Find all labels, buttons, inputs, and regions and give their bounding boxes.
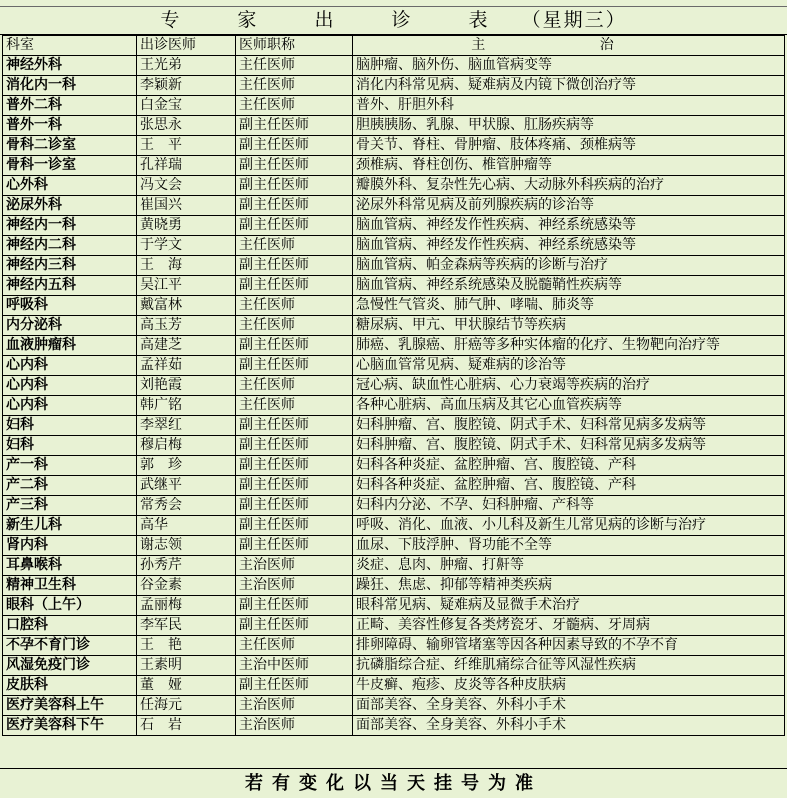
doctor-title-cell: 主任医师 — [236, 376, 353, 396]
doctor-cell: 任海元 — [137, 696, 236, 716]
department-cell: 泌尿外科 — [3, 196, 137, 216]
doctor-title-cell: 副主任医师 — [236, 276, 353, 296]
header-title: 医师职称 — [236, 36, 353, 56]
doctor-cell: 戴富林 — [137, 296, 236, 316]
specialty-cell: 脑血管病、神经发作性疾病、神经系统感染等 — [353, 236, 785, 256]
table-row — [3, 416, 785, 436]
header-dept: 科室 — [3, 36, 137, 56]
header-doctor: 出诊医师 — [137, 36, 236, 56]
department-cell: 产三科 — [3, 496, 137, 516]
doctor-cell: 谷金素 — [137, 576, 236, 596]
department-cell: 口腔科 — [3, 616, 137, 636]
table-row — [3, 456, 785, 476]
specialty-cell: 躁狂、焦虑、抑郁等精神类疾病 — [353, 576, 785, 596]
department-cell: 普外一科 — [3, 116, 137, 136]
table-row — [3, 56, 785, 76]
doctor-cell: 高华 — [137, 516, 236, 536]
department-cell: 妇科 — [3, 416, 137, 436]
table-row — [3, 216, 785, 236]
doctor-cell: 韩广铭 — [137, 396, 236, 416]
specialty-cell: 骨关节、脊柱、骨肿瘤、肢体疼痛、颈椎病等 — [353, 136, 785, 156]
table-row — [3, 96, 785, 116]
department-cell: 产一科 — [3, 456, 137, 476]
table-row — [3, 176, 785, 196]
doctor-cell: 谢志领 — [137, 536, 236, 556]
department-cell: 不孕不育门诊 — [3, 636, 137, 656]
doctor-cell: 崔国兴 — [137, 196, 236, 216]
doctor-cell: 李军民 — [137, 616, 236, 636]
department-cell: 产二科 — [3, 476, 137, 496]
doctor-title-cell: 副主任医师 — [236, 516, 353, 536]
specialty-cell: 心脑血管常见病、疑难病的诊治等 — [353, 356, 785, 376]
specialty-cell: 血尿、下肢浮肿、肾功能不全等 — [353, 536, 785, 556]
table-row — [3, 336, 785, 356]
doctor-cell: 武继平 — [137, 476, 236, 496]
specialty-cell: 各种心脏病、高血压病及其它心血管疾病等 — [353, 396, 785, 416]
doctor-cell: 李颖新 — [137, 76, 236, 96]
table-row — [3, 476, 785, 496]
specialty-cell: 炎症、息肉、肿瘤、打鼾等 — [353, 556, 785, 576]
department-cell: 医疗美容科上午 — [3, 696, 137, 716]
doctor-cell: 郭 珍 — [137, 456, 236, 476]
header-specialty: 主 治 — [353, 36, 785, 56]
table-row — [3, 496, 785, 516]
doctor-title-cell: 主治医师 — [236, 696, 353, 716]
specialty-cell: 瓣膜外科、复杂性先心病、大动脉外科疾病的治疗 — [353, 176, 785, 196]
doctor-cell: 孔祥瑞 — [137, 156, 236, 176]
doctor-title-cell: 主任医师 — [236, 76, 353, 96]
doctor-cell: 黄晓勇 — [137, 216, 236, 236]
specialty-cell: 妇科内分泌、不孕、妇科肿瘤、产科等 — [353, 496, 785, 516]
department-cell: 精神卫生科 — [3, 576, 137, 596]
doctor-title-cell: 副主任医师 — [236, 596, 353, 616]
specialty-cell: 脑血管病、帕金森病等疾病的诊断与治疗 — [353, 256, 785, 276]
doctor-cell: 王 艳 — [137, 636, 236, 656]
footer-note: 若有变化以当天挂号为准 — [0, 768, 787, 798]
table-row — [3, 196, 785, 216]
doctor-cell: 刘艳霞 — [137, 376, 236, 396]
department-cell: 神经内一科 — [3, 216, 137, 236]
table-row — [3, 556, 785, 576]
doctor-title-cell: 副主任医师 — [236, 416, 353, 436]
top-border — [0, 0, 787, 7]
doctor-title-cell: 副主任医师 — [236, 336, 353, 356]
doctor-title-cell: 副主任医师 — [236, 196, 353, 216]
doctor-title-cell: 副主任医师 — [236, 136, 353, 156]
doctor-cell: 常秀会 — [137, 496, 236, 516]
specialty-cell: 妇科各种炎症、盆腔肿瘤、宫、腹腔镜、产科 — [353, 476, 785, 496]
table-row — [3, 236, 785, 256]
doctor-cell: 李翠红 — [137, 416, 236, 436]
doctor-title-cell: 主任医师 — [236, 636, 353, 656]
doctor-cell: 石 岩 — [137, 716, 236, 736]
specialty-cell: 妇科肿瘤、宫、腹腔镜、阴式手术、妇科常见病多发病等 — [353, 436, 785, 456]
department-cell: 神经内二科 — [3, 236, 137, 256]
specialty-cell: 牛皮癣、疱疹、皮炎等各种皮肤病 — [353, 676, 785, 696]
table-row — [3, 356, 785, 376]
department-cell: 消化内一科 — [3, 76, 137, 96]
doctor-title-cell: 副主任医师 — [236, 536, 353, 556]
department-cell: 心内科 — [3, 376, 137, 396]
department-cell: 骨科一诊室 — [3, 156, 137, 176]
doctor-cell: 董 娅 — [137, 676, 236, 696]
doctor-cell: 王 平 — [137, 136, 236, 156]
specialty-cell: 糖尿病、甲亢、甲状腺结节等疾病 — [353, 316, 785, 336]
specialty-cell: 冠心病、缺血性心脏病、心力衰竭等疾病的治疗 — [353, 376, 785, 396]
doctor-cell: 冯文会 — [137, 176, 236, 196]
specialty-cell: 颈椎病、脊柱创伤、椎管肿瘤等 — [353, 156, 785, 176]
specialty-cell: 呼吸、消化、血液、小儿科及新生儿常见病的诊断与治疗 — [353, 516, 785, 536]
department-cell: 妇科 — [3, 436, 137, 456]
doctor-title-cell: 主治医师 — [236, 716, 353, 736]
specialty-cell: 正畸、美容性修复各类烤瓷牙、牙髓病、牙周病 — [353, 616, 785, 636]
doctor-cell: 孙秀芹 — [137, 556, 236, 576]
specialty-cell: 胆胰胰肠、乳腺、甲状腺、肛肠疾病等 — [353, 116, 785, 136]
doctor-title-cell: 副主任医师 — [236, 116, 353, 136]
doctor-cell: 高玉芳 — [137, 316, 236, 336]
specialty-cell: 妇科肿瘤、宫、腹腔镜、阴式手术、妇科常见病多发病等 — [353, 416, 785, 436]
doctor-cell: 高建芝 — [137, 336, 236, 356]
doctor-cell: 王光弟 — [137, 56, 236, 76]
table-row — [3, 616, 785, 636]
doctor-cell: 于学文 — [137, 236, 236, 256]
specialty-cell: 抗磷脂综合症、纤维肌痛综合征等风湿性疾病 — [353, 656, 785, 676]
department-cell: 血液肿瘤科 — [3, 336, 137, 356]
page-title — [0, 7, 787, 35]
schedule-table — [2, 35, 785, 736]
specialty-cell: 普外、肝胆外科 — [353, 96, 785, 116]
specialty-cell: 脑肿瘤、脑外伤、脑血管病变等 — [353, 56, 785, 76]
doctor-cell: 王素明 — [137, 656, 236, 676]
doctor-title-cell: 主任医师 — [236, 56, 353, 76]
table-row — [3, 716, 785, 736]
department-cell: 呼吸科 — [3, 296, 137, 316]
specialty-cell: 眼科常见病、疑难病及显微手术治疗 — [353, 596, 785, 616]
department-cell: 神经外科 — [3, 56, 137, 76]
title-day: （星期三） — [521, 9, 627, 31]
doctor-title-cell: 副主任医师 — [236, 216, 353, 236]
table-row — [3, 396, 785, 416]
table-body — [3, 56, 785, 736]
doctor-title-cell: 副主任医师 — [236, 436, 353, 456]
doctor-title-cell: 副主任医师 — [236, 156, 353, 176]
table-row — [3, 436, 785, 456]
department-cell: 心内科 — [3, 356, 137, 376]
doctor-cell: 王 海 — [137, 256, 236, 276]
table-row — [3, 596, 785, 616]
department-cell: 普外二科 — [3, 96, 137, 116]
department-cell: 神经内三科 — [3, 256, 137, 276]
table-row — [3, 676, 785, 696]
doctor-title-cell: 主治中医师 — [236, 656, 353, 676]
doctor-title-cell: 副主任医师 — [236, 176, 353, 196]
department-cell: 神经内五科 — [3, 276, 137, 296]
doctor-cell: 张思永 — [137, 116, 236, 136]
department-cell: 骨科二诊室 — [3, 136, 137, 156]
table-row — [3, 116, 785, 136]
table-row — [3, 696, 785, 716]
specialty-cell: 消化内科常见病、疑难病及内镜下微创治疗等 — [353, 76, 785, 96]
table-row — [3, 156, 785, 176]
table-row — [3, 136, 785, 156]
doctor-title-cell: 主治医师 — [236, 576, 353, 596]
department-cell: 眼科（上午） — [3, 596, 137, 616]
specialty-cell: 泌尿外科常见病及前列腺疾病的诊治等 — [353, 196, 785, 216]
specialty-cell: 排卵障碍、输卵管堵塞等因各种因素导致的不孕不育 — [353, 636, 785, 656]
doctor-title-cell: 副主任医师 — [236, 256, 353, 276]
doctor-title-cell: 副主任医师 — [236, 496, 353, 516]
doctor-cell: 穆启梅 — [137, 436, 236, 456]
table-row — [3, 376, 785, 396]
doctor-title-cell: 副主任医师 — [236, 456, 353, 476]
department-cell: 皮肤科 — [3, 676, 137, 696]
specialty-cell: 面部美容、全身美容、外科小手术 — [353, 716, 785, 736]
department-cell: 耳鼻喉科 — [3, 556, 137, 576]
department-cell: 心内科 — [3, 396, 137, 416]
doctor-title-cell: 主任医师 — [236, 396, 353, 416]
doctor-title-cell: 副主任医师 — [236, 616, 353, 636]
doctor-title-cell: 主治医师 — [236, 556, 353, 576]
doctor-title-cell: 副主任医师 — [236, 476, 353, 496]
doctor-title-cell: 副主任医师 — [236, 356, 353, 376]
specialty-cell: 脑血管病、神经发作性疾病、神经系统感染等 — [353, 216, 785, 236]
table-row — [3, 516, 785, 536]
table-row — [3, 256, 785, 276]
table-row — [3, 576, 785, 596]
table-row — [3, 296, 785, 316]
doctor-cell: 孟祥茹 — [137, 356, 236, 376]
title-main: 专 家 出 诊 表 — [160, 9, 514, 31]
doctor-cell: 孟丽梅 — [137, 596, 236, 616]
specialty-cell: 脑血管病、神经系统感染及脱髓鞘性疾病等 — [353, 276, 785, 296]
table-row — [3, 636, 785, 656]
department-cell: 肾内科 — [3, 536, 137, 556]
specialty-cell: 肺癌、乳腺癌、肝癌等多种实体瘤的化疗、生物靶向治疗等 — [353, 336, 785, 356]
table-row — [3, 536, 785, 556]
table-row — [3, 656, 785, 676]
table-row — [3, 276, 785, 296]
specialty-cell: 妇科各种炎症、盆腔肿瘤、宫、腹腔镜、产科 — [353, 456, 785, 476]
doctor-title-cell: 主任医师 — [236, 236, 353, 256]
doctor-cell: 白金宝 — [137, 96, 236, 116]
department-cell: 医疗美容科下午 — [3, 716, 137, 736]
department-cell: 风湿免疫门诊 — [3, 656, 137, 676]
doctor-title-cell: 主任医师 — [236, 316, 353, 336]
header-row — [3, 36, 785, 56]
doctor-title-cell: 主任医师 — [236, 96, 353, 116]
doctor-title-cell: 主任医师 — [236, 296, 353, 316]
specialty-cell: 急慢性气管炎、肺气肿、哮喘、肺炎等 — [353, 296, 785, 316]
doctor-cell: 吴江平 — [137, 276, 236, 296]
table-row — [3, 316, 785, 336]
table-row — [3, 76, 785, 96]
department-cell: 内分泌科 — [3, 316, 137, 336]
department-cell: 心外科 — [3, 176, 137, 196]
specialty-cell: 面部美容、全身美容、外科小手术 — [353, 696, 785, 716]
department-cell: 新生儿科 — [3, 516, 137, 536]
doctor-title-cell: 副主任医师 — [236, 676, 353, 696]
